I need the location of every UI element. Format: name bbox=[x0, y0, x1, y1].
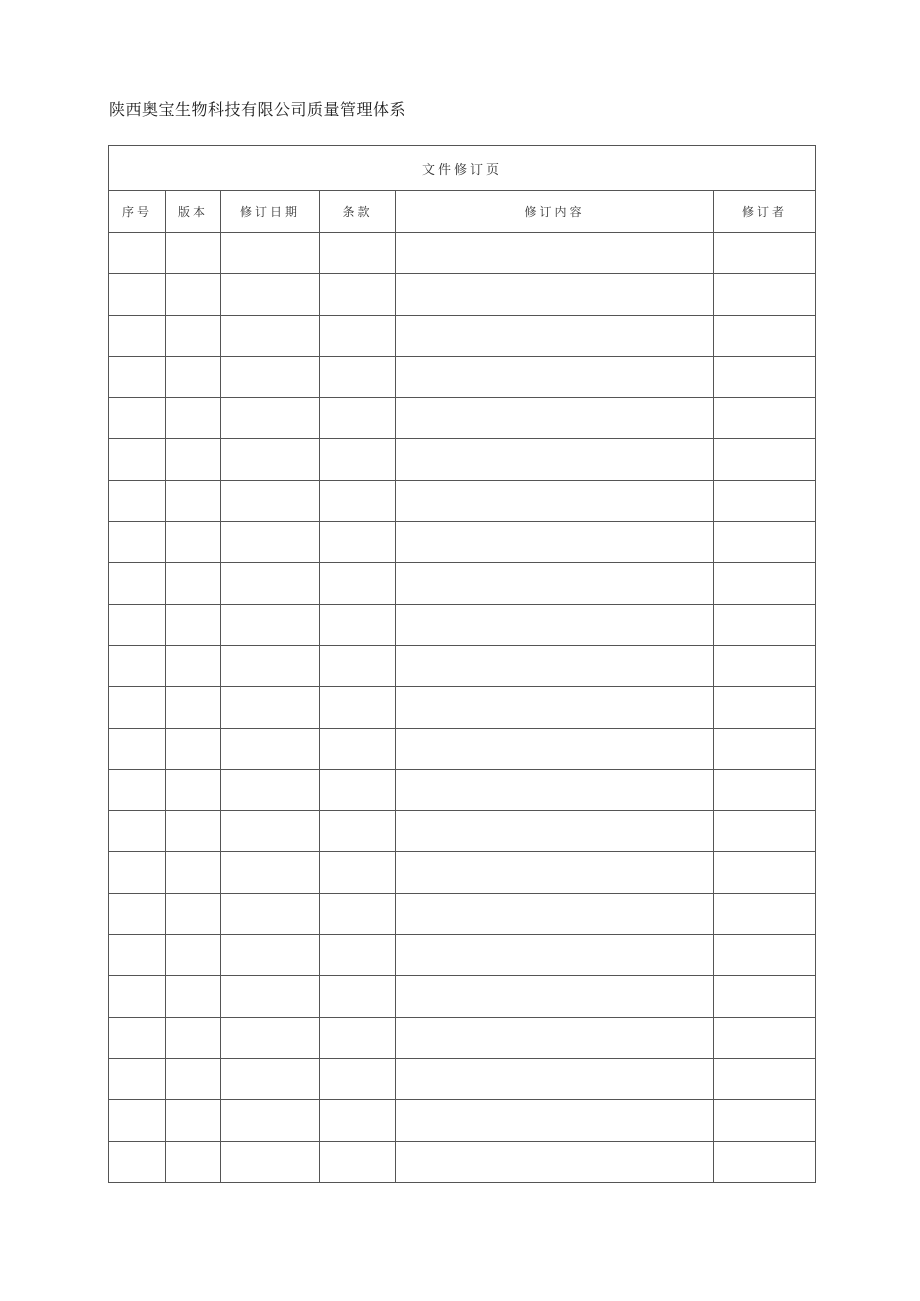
column-header-serial: 序号 bbox=[109, 191, 166, 233]
table-row bbox=[109, 439, 816, 480]
clause-cell bbox=[320, 480, 396, 521]
revision-date-cell bbox=[221, 356, 320, 397]
serial-cell bbox=[109, 563, 166, 604]
revision-date-cell bbox=[221, 769, 320, 810]
serial-cell bbox=[109, 356, 166, 397]
serial-cell bbox=[109, 893, 166, 934]
clause-cell bbox=[320, 439, 396, 480]
table-row bbox=[109, 852, 816, 893]
revision-date-cell bbox=[221, 1100, 320, 1141]
clause-cell bbox=[320, 1017, 396, 1058]
table-row bbox=[109, 893, 816, 934]
table-row bbox=[109, 769, 816, 810]
clause-cell bbox=[320, 604, 396, 645]
revision-content-cell bbox=[396, 315, 714, 356]
table-row bbox=[109, 356, 816, 397]
version-cell bbox=[166, 356, 221, 397]
reviser-cell bbox=[714, 769, 816, 810]
revision-content-cell bbox=[396, 356, 714, 397]
version-cell bbox=[166, 398, 221, 439]
version-cell bbox=[166, 315, 221, 356]
document-header: 陕西奥宝生物科技有限公司质量管理体系 bbox=[109, 100, 407, 119]
version-cell bbox=[166, 522, 221, 563]
version-cell bbox=[166, 233, 221, 274]
serial-cell bbox=[109, 811, 166, 852]
version-cell bbox=[166, 976, 221, 1017]
table-row bbox=[109, 1100, 816, 1141]
reviser-cell bbox=[714, 480, 816, 521]
reviser-cell bbox=[714, 1100, 816, 1141]
table-row bbox=[109, 935, 816, 976]
clause-cell bbox=[320, 769, 396, 810]
reviser-cell bbox=[714, 811, 816, 852]
clause-cell bbox=[320, 811, 396, 852]
serial-cell bbox=[109, 315, 166, 356]
version-cell bbox=[166, 687, 221, 728]
table-row bbox=[109, 315, 816, 356]
revision-date-cell bbox=[221, 852, 320, 893]
reviser-cell bbox=[714, 728, 816, 769]
reviser-cell bbox=[714, 356, 816, 397]
serial-cell bbox=[109, 852, 166, 893]
reviser-cell bbox=[714, 398, 816, 439]
column-header-version: 版本 bbox=[166, 191, 221, 233]
reviser-cell bbox=[714, 233, 816, 274]
revision-date-cell bbox=[221, 439, 320, 480]
table-title: 文件修订页 bbox=[109, 146, 816, 191]
revision-content-cell bbox=[396, 233, 714, 274]
revision-content-cell bbox=[396, 893, 714, 934]
reviser-cell bbox=[714, 439, 816, 480]
clause-cell bbox=[320, 522, 396, 563]
table-header-row bbox=[109, 191, 816, 233]
clause-cell bbox=[320, 893, 396, 934]
version-cell bbox=[166, 935, 221, 976]
revision-date-cell bbox=[221, 315, 320, 356]
revision-table bbox=[108, 145, 816, 1183]
column-header-revision-date: 修订日期 bbox=[221, 191, 320, 233]
clause-cell bbox=[320, 274, 396, 315]
revision-content-cell bbox=[396, 604, 714, 645]
clause-cell bbox=[320, 687, 396, 728]
revision-content-cell bbox=[396, 1141, 714, 1182]
revision-date-cell bbox=[221, 1017, 320, 1058]
serial-cell bbox=[109, 728, 166, 769]
serial-cell bbox=[109, 233, 166, 274]
version-cell bbox=[166, 439, 221, 480]
version-cell bbox=[166, 1141, 221, 1182]
version-cell bbox=[166, 1017, 221, 1058]
version-cell bbox=[166, 604, 221, 645]
revision-date-cell bbox=[221, 563, 320, 604]
revision-date-cell bbox=[221, 480, 320, 521]
version-cell bbox=[166, 480, 221, 521]
reviser-cell bbox=[714, 274, 816, 315]
revision-date-cell bbox=[221, 935, 320, 976]
clause-cell bbox=[320, 852, 396, 893]
revision-date-cell bbox=[221, 893, 320, 934]
reviser-cell bbox=[714, 976, 816, 1017]
serial-cell bbox=[109, 935, 166, 976]
revision-date-cell bbox=[221, 522, 320, 563]
table-row bbox=[109, 687, 816, 728]
table-row bbox=[109, 398, 816, 439]
clause-cell bbox=[320, 645, 396, 686]
serial-cell bbox=[109, 769, 166, 810]
reviser-cell bbox=[714, 852, 816, 893]
clause-cell bbox=[320, 563, 396, 604]
revision-content-cell bbox=[396, 935, 714, 976]
table-row bbox=[109, 1017, 816, 1058]
serial-cell bbox=[109, 1100, 166, 1141]
revision-date-cell bbox=[221, 728, 320, 769]
serial-cell bbox=[109, 976, 166, 1017]
clause-cell bbox=[320, 233, 396, 274]
table-row bbox=[109, 728, 816, 769]
revision-content-cell bbox=[396, 398, 714, 439]
reviser-cell bbox=[714, 604, 816, 645]
serial-cell bbox=[109, 274, 166, 315]
revision-content-cell bbox=[396, 563, 714, 604]
reviser-cell bbox=[714, 893, 816, 934]
column-header-revision-content: 修订内容 bbox=[396, 191, 714, 233]
version-cell bbox=[166, 811, 221, 852]
revision-date-cell bbox=[221, 1058, 320, 1099]
revision-date-cell bbox=[221, 976, 320, 1017]
serial-cell bbox=[109, 1017, 166, 1058]
reviser-cell bbox=[714, 315, 816, 356]
serial-cell bbox=[109, 1141, 166, 1182]
revision-date-cell bbox=[221, 274, 320, 315]
reviser-cell bbox=[714, 645, 816, 686]
serial-cell bbox=[109, 687, 166, 728]
revision-content-cell bbox=[396, 645, 714, 686]
table-row bbox=[109, 1058, 816, 1099]
reviser-cell bbox=[714, 1058, 816, 1099]
reviser-cell bbox=[714, 935, 816, 976]
reviser-cell bbox=[714, 1017, 816, 1058]
revision-content-cell bbox=[396, 1100, 714, 1141]
revision-content-cell bbox=[396, 274, 714, 315]
table-row bbox=[109, 976, 816, 1017]
table-title-row bbox=[109, 146, 816, 191]
revision-content-cell bbox=[396, 439, 714, 480]
revision-date-cell bbox=[221, 811, 320, 852]
revision-content-cell bbox=[396, 1058, 714, 1099]
version-cell bbox=[166, 852, 221, 893]
serial-cell bbox=[109, 439, 166, 480]
revision-content-cell bbox=[396, 1017, 714, 1058]
table-row bbox=[109, 1141, 816, 1182]
version-cell bbox=[166, 563, 221, 604]
revision-date-cell bbox=[221, 1141, 320, 1182]
revision-content-cell bbox=[396, 728, 714, 769]
column-header-clause: 条款 bbox=[320, 191, 396, 233]
serial-cell bbox=[109, 1058, 166, 1099]
clause-cell bbox=[320, 1100, 396, 1141]
revision-date-cell bbox=[221, 398, 320, 439]
table-row bbox=[109, 274, 816, 315]
revision-content-cell bbox=[396, 480, 714, 521]
clause-cell bbox=[320, 398, 396, 439]
version-cell bbox=[166, 645, 221, 686]
version-cell bbox=[166, 274, 221, 315]
revision-date-cell bbox=[221, 604, 320, 645]
revision-date-cell bbox=[221, 233, 320, 274]
clause-cell bbox=[320, 315, 396, 356]
revision-content-cell bbox=[396, 522, 714, 563]
serial-cell bbox=[109, 480, 166, 521]
table-row bbox=[109, 563, 816, 604]
version-cell bbox=[166, 1100, 221, 1141]
clause-cell bbox=[320, 935, 396, 976]
clause-cell bbox=[320, 728, 396, 769]
revision-date-cell bbox=[221, 687, 320, 728]
table-row bbox=[109, 233, 816, 274]
table-row bbox=[109, 811, 816, 852]
serial-cell bbox=[109, 398, 166, 439]
revision-content-cell bbox=[396, 852, 714, 893]
table-row bbox=[109, 645, 816, 686]
serial-cell bbox=[109, 522, 166, 563]
reviser-cell bbox=[714, 1141, 816, 1182]
version-cell bbox=[166, 769, 221, 810]
reviser-cell bbox=[714, 563, 816, 604]
reviser-cell bbox=[714, 522, 816, 563]
revision-date-cell bbox=[221, 645, 320, 686]
table-row bbox=[109, 480, 816, 521]
revision-content-cell bbox=[396, 811, 714, 852]
serial-cell bbox=[109, 604, 166, 645]
revision-content-cell bbox=[396, 976, 714, 1017]
reviser-cell bbox=[714, 687, 816, 728]
column-header-reviser: 修订者 bbox=[714, 191, 816, 233]
clause-cell bbox=[320, 1141, 396, 1182]
clause-cell bbox=[320, 1058, 396, 1099]
revision-content-cell bbox=[396, 769, 714, 810]
version-cell bbox=[166, 893, 221, 934]
clause-cell bbox=[320, 976, 396, 1017]
version-cell bbox=[166, 728, 221, 769]
serial-cell bbox=[109, 645, 166, 686]
revision-content-cell bbox=[396, 687, 714, 728]
table-row bbox=[109, 522, 816, 563]
table-row bbox=[109, 604, 816, 645]
clause-cell bbox=[320, 356, 396, 397]
version-cell bbox=[166, 1058, 221, 1099]
